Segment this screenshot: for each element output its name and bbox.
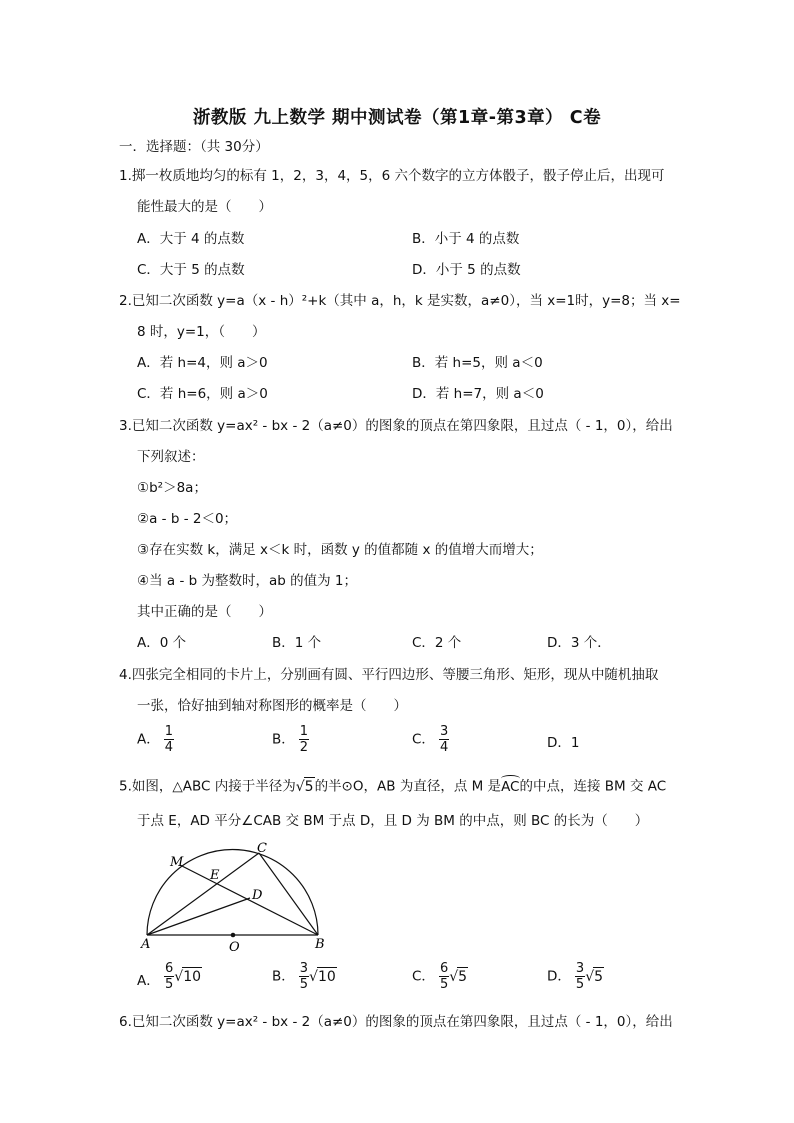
center-o-dot xyxy=(231,933,236,938)
q5-stem-line1: 5.如图，△ABC 内接于半径为√5的半⊙O，AB 为直径，点 M 是AC的中点，连接 BM 交 AC xyxy=(119,778,667,795)
q6-stem-line1: 6.已知二次函数 y=ax² - bx - 2（a≠0）的图象的顶点在第四象限，且过点（ - 1，0），给出 xyxy=(119,1014,673,1030)
q5-arc-ac: AC xyxy=(501,778,520,795)
q1-option-b: B．小于 4 的点数 xyxy=(412,231,520,247)
q5-option-b: B． $\frac{3}{5}$ √10 xyxy=(272,961,336,992)
q4-option-b-fraction: $\frac{1}{2}$ xyxy=(299,724,309,755)
label-m: M xyxy=(170,855,184,870)
q3-statement-2: ②a - b - 2＜0； xyxy=(137,511,238,527)
segment-ad xyxy=(147,898,250,935)
q3-ask: 其中正确的是（ ） xyxy=(137,604,272,620)
q3-statement-3: ③存在实数 k，满足 x＜k 时，函数 y 的值都随 x 的值增大而增大； xyxy=(137,542,543,558)
q4-option-c-fraction: $\frac{3}{4}$ xyxy=(439,724,449,755)
q4-option-d: D．1 xyxy=(547,735,580,751)
q2-option-d: D．若 h=7，则 a＜0 xyxy=(412,386,544,402)
q3-statement-1: ①b²＞8a； xyxy=(137,480,207,496)
q2-option-a: A．若 h=4，则 a＞0 xyxy=(137,355,268,371)
q3-stem-line1: 3.已知二次函数 y=ax² - bx - 2（a≠0）的图象的顶点在第四象限，且过点（ - 1，0），给出 xyxy=(119,418,673,434)
q5-option-c: C． $\frac{6}{5}$ √5 xyxy=(412,961,468,992)
q4-option-b: B． $\frac{1}{2}$ xyxy=(272,724,309,755)
q5-option-a: $\frac{6}{5}$ √10 xyxy=(165,961,202,992)
label-e: E xyxy=(210,868,220,883)
q4-stem-line2: 一张，恰好抽到轴对称图形的概率是（ ） xyxy=(137,698,407,714)
q2-stem-line2: 8 时，y=1，（ ） xyxy=(137,324,266,340)
q5-option-a-label: A． xyxy=(137,973,160,989)
q5-stem-line2: 于点 E，AD 平分∠CAB 交 BM 于点 D，且 D 为 BM 的中点，则 BC 的长为（ ） xyxy=(137,813,649,829)
q4-option-c: C． $\frac{3}{4}$ xyxy=(412,724,449,755)
label-d: D xyxy=(252,888,263,903)
q4-option-a: A． $\frac{1}{4}$ xyxy=(137,724,174,755)
q2-option-b: B．若 h=5，则 a＜0 xyxy=(412,355,543,371)
q3-option-d: D．3 个． xyxy=(547,635,611,651)
q1-stem-line1: 1.掷一枚质地均匀的标有 1，2，3，4，5，6 六个数字的立方体骰子，骰子停止后，出现可 xyxy=(119,168,665,184)
q3-option-b: B．1 个 xyxy=(272,635,322,651)
q5-figure xyxy=(140,837,340,957)
q4-option-a-fraction: $\frac{1}{4}$ xyxy=(164,724,174,755)
page-title: 浙教版 九上数学 期中测试卷（第1章-第3章） C卷 xyxy=(192,108,602,128)
chord-ac xyxy=(147,853,259,935)
chord-bc xyxy=(259,853,318,935)
q1-stem-line2: 能性最大的是（ ） xyxy=(137,199,272,215)
q3-option-c: C．2 个 xyxy=(412,635,462,651)
q1-option-d: D．小于 5 的点数 xyxy=(412,262,521,278)
label-b: B xyxy=(315,937,325,952)
label-a: A xyxy=(141,937,151,952)
label-c: C xyxy=(257,841,267,856)
q3-option-a: A．0 个 xyxy=(137,635,187,651)
segment-bm xyxy=(180,865,318,935)
section-heading: 一．选择题：（共 30分） xyxy=(119,139,269,155)
q2-option-c: C．若 h=6，则 a＞0 xyxy=(137,386,268,402)
q5-option-d: D． $\frac{3}{5}$ √5 xyxy=(547,961,604,992)
q3-statement-4: ④当 a - b 为整数时，ab 的值为 1； xyxy=(137,573,357,589)
q5-radius-root: √5 xyxy=(295,779,314,795)
q1-option-c: C．大于 5 的点数 xyxy=(137,262,245,278)
q4-stem-line1: 4.四张完全相同的卡片上，分别画有圆、平行四边形、等腰三角形、矩形，现从中随机抽取 xyxy=(119,667,659,683)
label-o: O xyxy=(229,940,240,955)
q2-stem-line1: 2.已知二次函数 y=a（x - h）²+k（其中 a，h，k 是实数，a≠0），当 x=1时，y=8；当 x= xyxy=(119,293,681,309)
q1-option-a: A．大于 4 的点数 xyxy=(137,231,245,247)
q3-stem-line2: 下列叙述： xyxy=(137,449,205,465)
